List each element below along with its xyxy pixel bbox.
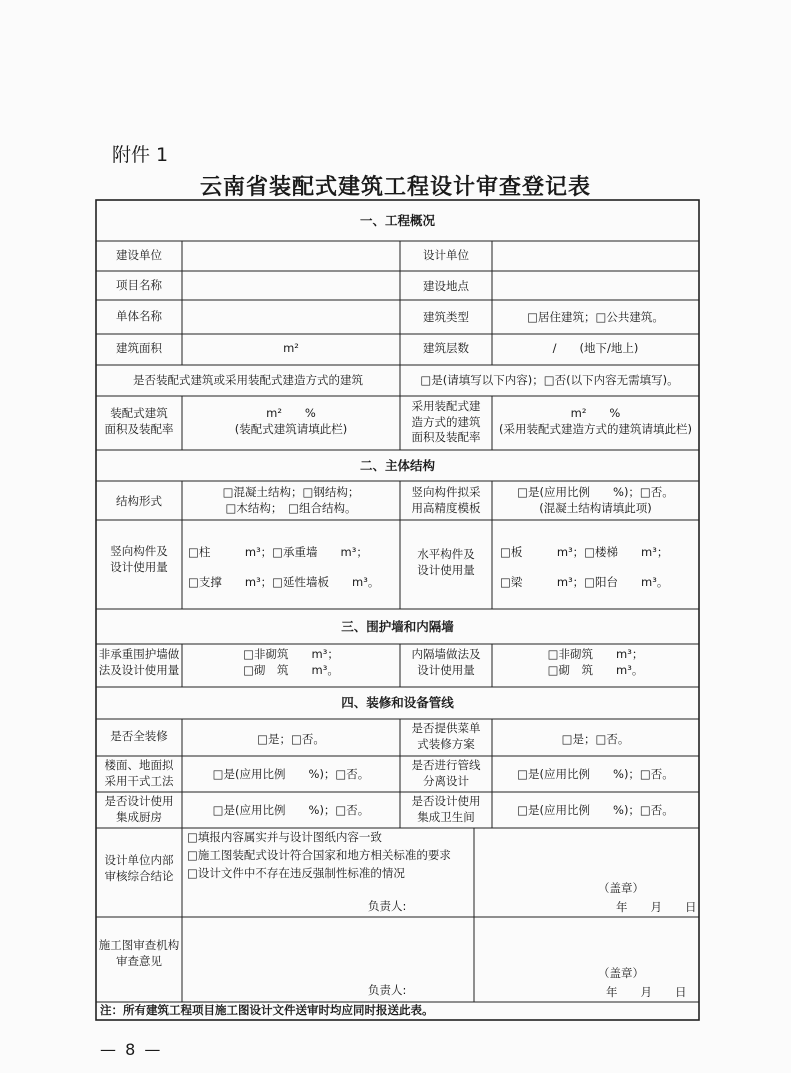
building-type-label: 建筑类型: [423, 310, 469, 324]
check-standards-compliant[interactable]: □施工图装配式设计符合国家和地方相关标准的要求: [187, 847, 451, 862]
full-decoration-label: 是否全装修: [110, 729, 168, 743]
prefab-area-label: 装配式建筑 面积及装配率: [104, 406, 174, 436]
floors-value: / (地下/地上): [552, 341, 639, 355]
attachment-label: 附件 1: [112, 144, 169, 166]
formwork-label: 竖向构件拟采 用高精度模板: [411, 485, 481, 515]
agency-seal: （盖章）: [598, 966, 644, 980]
agency-date: 年 月 日: [606, 985, 687, 999]
floor-area-unit: m²: [283, 341, 299, 355]
unit-name-label: 单体名称: [116, 309, 162, 323]
section-general-header: 一、工程概况: [359, 213, 435, 228]
design-review-label: 设计单位内部 审核综合结论: [104, 853, 174, 883]
prefab-area-value: m² % (装配式建筑请填此栏): [234, 406, 348, 436]
form-title: 云南省装配式建筑工程设计审查登记表: [199, 175, 591, 200]
bathroom-label: 是否设计使用 集成卫生间: [411, 794, 481, 824]
agency-responsible: 负责人:: [368, 983, 407, 997]
section-structure-header: 二、主体结构: [359, 458, 435, 473]
is-prefab-options[interactable]: □是(请填写以下内容)；□否(以下内容无需填写)。: [420, 373, 679, 387]
is-prefab-label: 是否装配式建筑或采用装配式建造方式的建筑: [133, 373, 363, 387]
menu-decoration-label: 是否提供菜单 式装修方案: [411, 721, 481, 751]
pipe-separation-label: 是否进行管线 分离设计: [411, 758, 481, 788]
section-walls-header: 三、围护墙和内隔墙: [341, 619, 454, 634]
floors-label: 建筑层数: [423, 341, 469, 355]
pipe-separation-options[interactable]: □是(应用比例 %)；□否。: [517, 767, 674, 781]
design-review-checklist[interactable]: [187, 829, 472, 882]
dry-method-label: 楼面、地面拟 采用干式工法: [104, 758, 174, 788]
building-type-options[interactable]: □居住建筑；□公共建筑。: [527, 310, 664, 324]
method-area-value: m² % (采用装配式建造方式的建筑请填此栏): [499, 406, 692, 436]
designer-label: 设计单位: [423, 248, 469, 262]
horizontal-members-label: 水平构件及 设计使用量: [417, 547, 475, 577]
site-label: 建设地点: [423, 279, 469, 293]
design-responsible: 负责人:: [368, 899, 407, 913]
outer-wall-options[interactable]: □非砌筑 m³； □砌 筑 m³。: [243, 647, 339, 677]
dry-method-options[interactable]: □是(应用比例 %)；□否。: [212, 767, 370, 781]
project-name-label: 项目名称: [116, 278, 162, 292]
structure-form-options[interactable]: □混凝土结构；□钢结构； □木结构； □组合结构。: [222, 485, 360, 515]
agency-review-label: 施工图审查机构 审查意见: [98, 938, 180, 968]
builder-label: 建设单位: [116, 248, 162, 262]
full-decoration-options[interactable]: □是；□否。: [257, 732, 325, 746]
formwork-options[interactable]: □是(应用比例 %)；□否。 (混凝土结构请填此项): [517, 485, 674, 515]
design-date: 年 月 日: [616, 900, 697, 914]
check-no-violations[interactable]: □设计文件中不存在违反强制性标准的情况: [187, 865, 405, 880]
kitchen-label: 是否设计使用 集成厨房: [104, 794, 174, 824]
floor-area-label: 建筑面积: [116, 341, 162, 355]
structure-form-label: 结构形式: [116, 494, 162, 508]
menu-decoration-options[interactable]: □是；□否。: [561, 732, 630, 746]
method-area-label: 采用装配式建 造方式的建筑 面积及装配率: [411, 399, 481, 445]
bathroom-options[interactable]: □是(应用比例 %)；□否。: [517, 803, 674, 817]
outer-wall-label: 非承重围护墙做 法及设计使用量: [98, 647, 180, 677]
check-content-consistent[interactable]: □填报内容属实并与设计图纸内容一致: [187, 830, 382, 844]
vertical-members-label: 竖向构件及 设计使用量: [110, 544, 168, 574]
vertical-members-options[interactable]: □柱 m³；□承重墙 m³； □支撑 m³；□延性墙板 m³。: [188, 545, 380, 589]
design-seal: （盖章）: [598, 881, 644, 895]
section-decoration-header: 四、装修和设备管线: [341, 695, 454, 710]
inner-wall-label: 内隔墙做法及 设计使用量: [411, 647, 481, 677]
kitchen-options[interactable]: □是(应用比例 %)；□否。: [212, 803, 370, 817]
footnote: 注：所有建筑工程项目施工图设计文件送审时均应同时报送此表。: [100, 1003, 434, 1017]
page-number: — 8 —: [100, 1040, 163, 1059]
inner-wall-options[interactable]: □非砌筑 m³； □砌 筑 m³。: [547, 647, 644, 677]
horizontal-members-options[interactable]: □板 m³；□楼梯 m³； □梁 m³；□阳台 m³。: [500, 545, 669, 589]
